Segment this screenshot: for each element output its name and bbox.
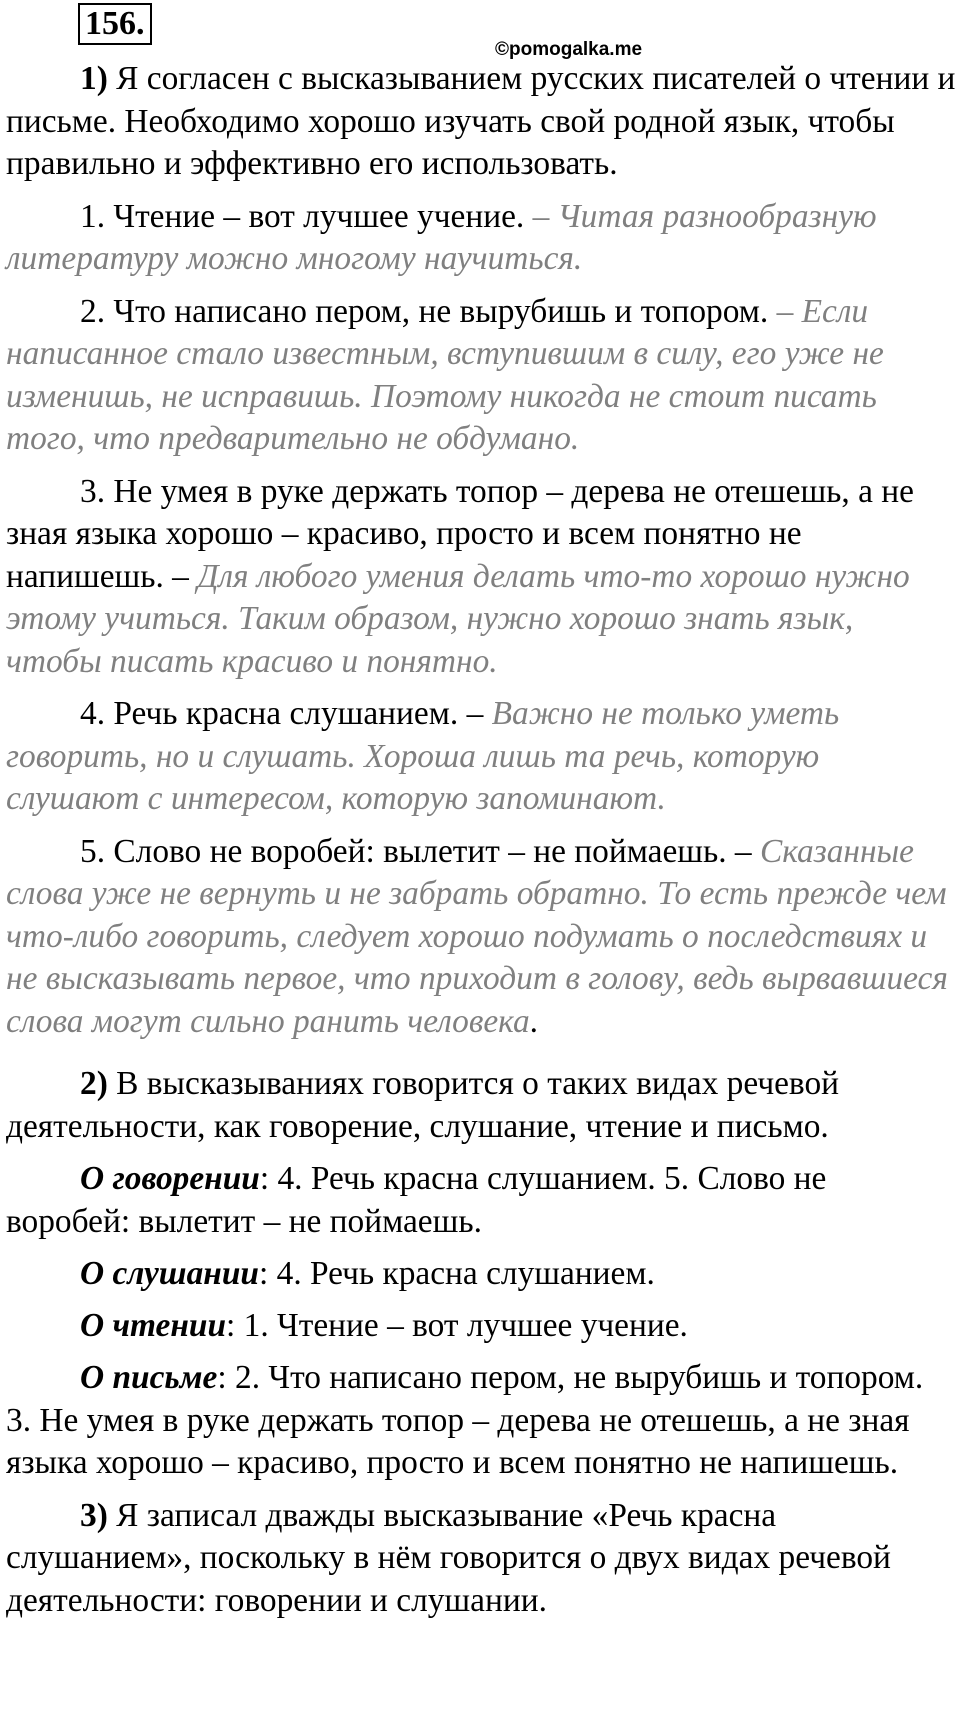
saying-3-text: 3. Не умея в руке держать топор – дерева не отешешь, а не зная языка хорошо – красиво, просто и всем понятно не напишешь. – bbox=[6, 472, 914, 595]
saying-2 bbox=[6, 291, 956, 461]
part-2-text: В высказываниях говорится о таких видах речевой деятельности, как говорение, слушание, чтение и письмо. bbox=[6, 1065, 840, 1145]
category-reading-text: : 1. Чтение – вот лучшее учение. bbox=[226, 1306, 688, 1344]
category-writing bbox=[6, 1357, 956, 1485]
part-1-text: Я согласен с высказыванием русских писателей о чтении и письме. Необходимо хорошо изучать свой родной язык, чтобы правильно и эффективно его использовать. bbox=[6, 60, 956, 182]
saying-4-comment: Важно не только уметь говорить, но и слушать. Хороша лишь та речь, которую слушают с интересом, которую запоминают. bbox=[6, 695, 840, 817]
saying-3 bbox=[6, 471, 956, 684]
saying-5 bbox=[6, 831, 956, 1044]
part-2-label: 2) bbox=[80, 1065, 108, 1102]
category-listening-title: О слушании bbox=[80, 1255, 259, 1292]
saying-4 bbox=[6, 693, 956, 821]
saying-5-tail: . bbox=[529, 1002, 539, 1040]
saying-1-comment: – Читая разнообразную литературу можно многому научиться. bbox=[6, 197, 877, 277]
saying-2-comment: – Если написанное стало известным, вступившим в силу, его уже не изменишь, не исправишь. Поэтому никогда не стоит писать того, что предварительно не обдумано. bbox=[6, 292, 884, 457]
part-3-text: Я записал дважды высказывание «Речь красна слушанием», поскольку в нём говорится о двух видах речевой деятельности: говорении и слушании. bbox=[6, 1496, 891, 1619]
category-reading-title: О чтении bbox=[80, 1306, 227, 1344]
category-listening bbox=[6, 1253, 956, 1296]
part-2-paragraph bbox=[6, 1063, 956, 1148]
watermark: ©pomogalka.me bbox=[495, 39, 643, 60]
part-1-paragraph bbox=[6, 58, 956, 186]
saying-5-comment: Сказанные слова уже не вернуть и не забрать обратно. То есть прежде чем что-либо говорить, следует хорошо подумать о последствиях и не высказывать первое, что приходит в голову, ведь вырвавшиеся слова могут сильно ранить человека bbox=[6, 832, 948, 1040]
exercise-number: 156. bbox=[78, 3, 152, 45]
category-speaking-text: : 4. Речь красна слушанием. 5. Слово не воробей: вылетит – не поймаешь. bbox=[6, 1160, 827, 1240]
saying-3-comment: Для любого умения делать что-то хорошо нужно этому учиться. Таким образом, нужно хорошо знать язык, чтобы писать красиво и понятно. bbox=[6, 557, 910, 680]
saying-1 bbox=[6, 196, 956, 281]
category-writing-text: : 2. Что написано пером, не вырубишь и топором. 3. Не умея в руке держать топор – дерева не отешешь, а не зная языка хорошо – красиво, просто и всем понятно не напишешь. bbox=[6, 1359, 924, 1481]
saying-1-text: 1. Чтение – вот лучшее учение. bbox=[80, 197, 533, 235]
part-3-paragraph bbox=[6, 1495, 956, 1623]
category-reading bbox=[6, 1305, 956, 1348]
category-writing-title: О письме bbox=[80, 1359, 218, 1396]
saying-4-text: 4. Речь красна слушанием. – bbox=[80, 695, 492, 732]
category-speaking bbox=[6, 1158, 956, 1243]
saying-2-text: 2. Что написано пером, не вырубишь и топором. bbox=[80, 292, 777, 330]
category-speaking-title: О говорении bbox=[80, 1160, 260, 1197]
part-1-label: 1) bbox=[80, 60, 108, 97]
part-3-label: 3) bbox=[80, 1496, 108, 1534]
category-listening-text: : 4. Речь красна слушанием. bbox=[259, 1255, 655, 1292]
saying-5-text: 5. Слово не воробей: вылетит – не поймаешь. – bbox=[80, 832, 760, 870]
answer-content bbox=[6, 58, 956, 1622]
